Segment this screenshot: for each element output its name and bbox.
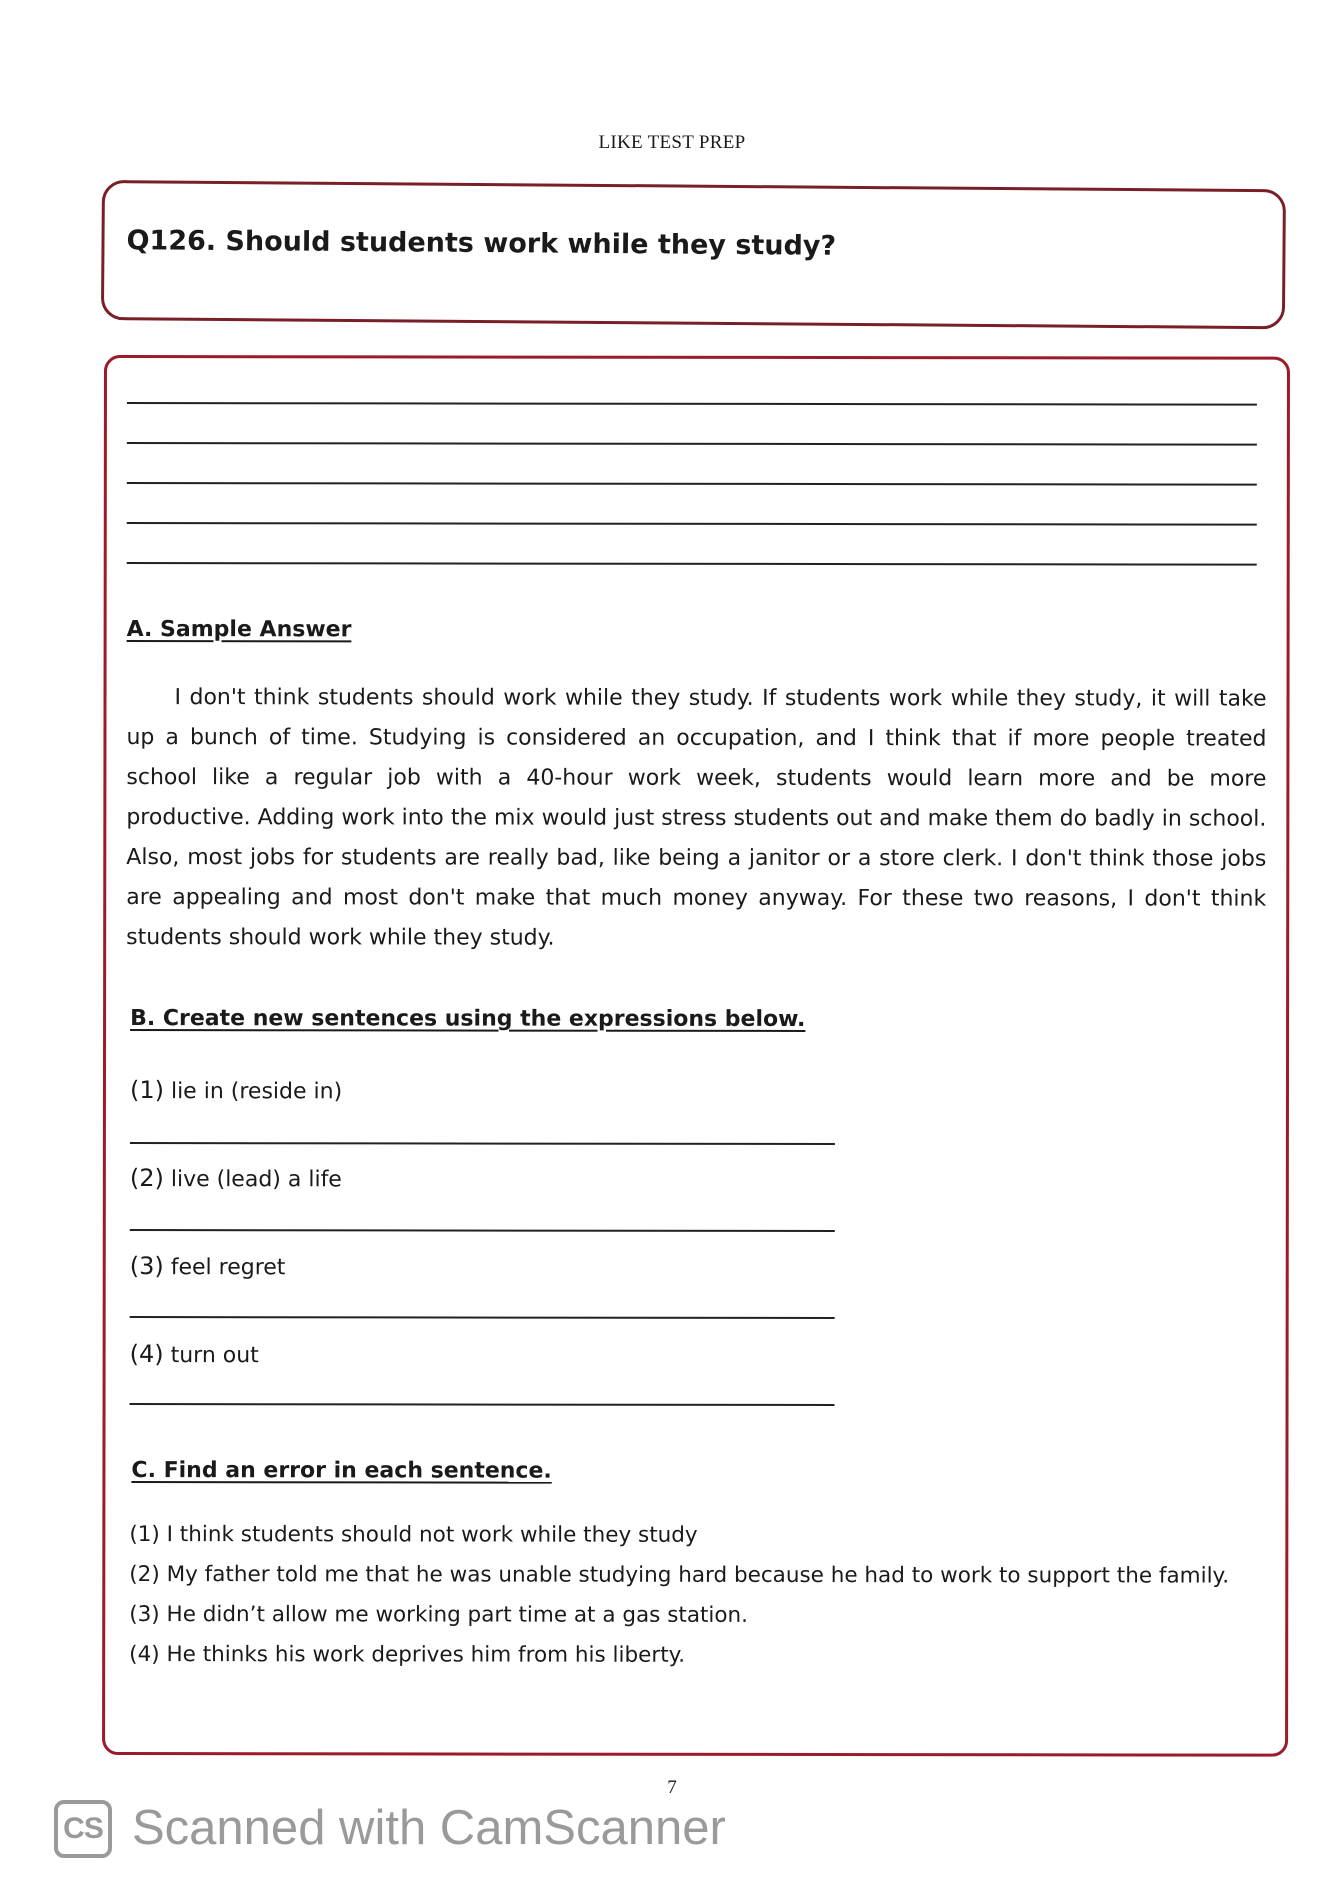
- sample-answer-text: I don't think students should work while they study. If students work while they study, it will take up a bunch of time. Studying is considered an occupation, and I think that if more people treated school like a regular job with a 40-hour work week, students would learn more and be more productive. Adding work into the mix would just stress students out and make them do badly in school. Also, most jobs for students are really bad, like being a janitor or a store clerk. I don't think those jobs are appealing and most don't make that much money anyway. For these two reasons, I don't think students should work while they study.: [126, 685, 1267, 951]
- expression-item: [130, 1252, 286, 1280]
- answer-box: [102, 355, 1290, 1757]
- writing-line: [127, 402, 1257, 406]
- error-sentence: (3) He didn’t allow me working part time at a gas station.: [129, 1602, 749, 1628]
- answer-line: [130, 1316, 835, 1319]
- question-title: Q126. Should students work while they study?: [126, 225, 837, 262]
- writing-line: [127, 562, 1257, 566]
- expressions-heading: B. Create new sentences using the expressions below.: [130, 1006, 806, 1032]
- errors-heading: C. Find an error in each sentence.: [131, 1458, 552, 1484]
- expression-text: feel regret: [170, 1255, 286, 1281]
- expression-item: [130, 1076, 342, 1104]
- error-sentence: (2) My father told me that he was unable studying hard because he had to work to support the family.: [129, 1562, 1230, 1589]
- expression-number: (1): [129, 1076, 164, 1105]
- expression-number: (2): [129, 1164, 164, 1193]
- expression-text: turn out: [170, 1343, 259, 1369]
- expression-number: (4): [129, 1340, 164, 1369]
- expression-text: lie in (reside in): [170, 1079, 343, 1105]
- error-sentence-list: [129, 1515, 1269, 1677]
- expression-item: [130, 1164, 342, 1192]
- question-box: [101, 180, 1286, 329]
- page-header: LIKE TEST PREP: [598, 132, 746, 153]
- camscanner-logo-icon: CS: [54, 1800, 112, 1858]
- page-number: 7: [667, 1777, 677, 1798]
- error-sentence: (4) He thinks his work deprives him from his liberty.: [129, 1642, 686, 1668]
- error-sentence: (1) I think students should not work while they study: [129, 1522, 698, 1548]
- answer-line: [130, 1229, 835, 1232]
- writing-line: [127, 522, 1257, 526]
- sample-answer-heading: A. Sample Answer: [126, 617, 352, 643]
- camscanner-watermark: Scanned with CamScanner: [132, 1801, 726, 1855]
- expression-text: live (lead) a life: [170, 1167, 342, 1193]
- answer-line: [130, 1142, 835, 1145]
- answer-line: [130, 1403, 835, 1406]
- writing-line: [127, 442, 1257, 446]
- expression-number: (3): [129, 1252, 164, 1281]
- writing-line: [127, 482, 1257, 486]
- expression-item: [130, 1340, 259, 1368]
